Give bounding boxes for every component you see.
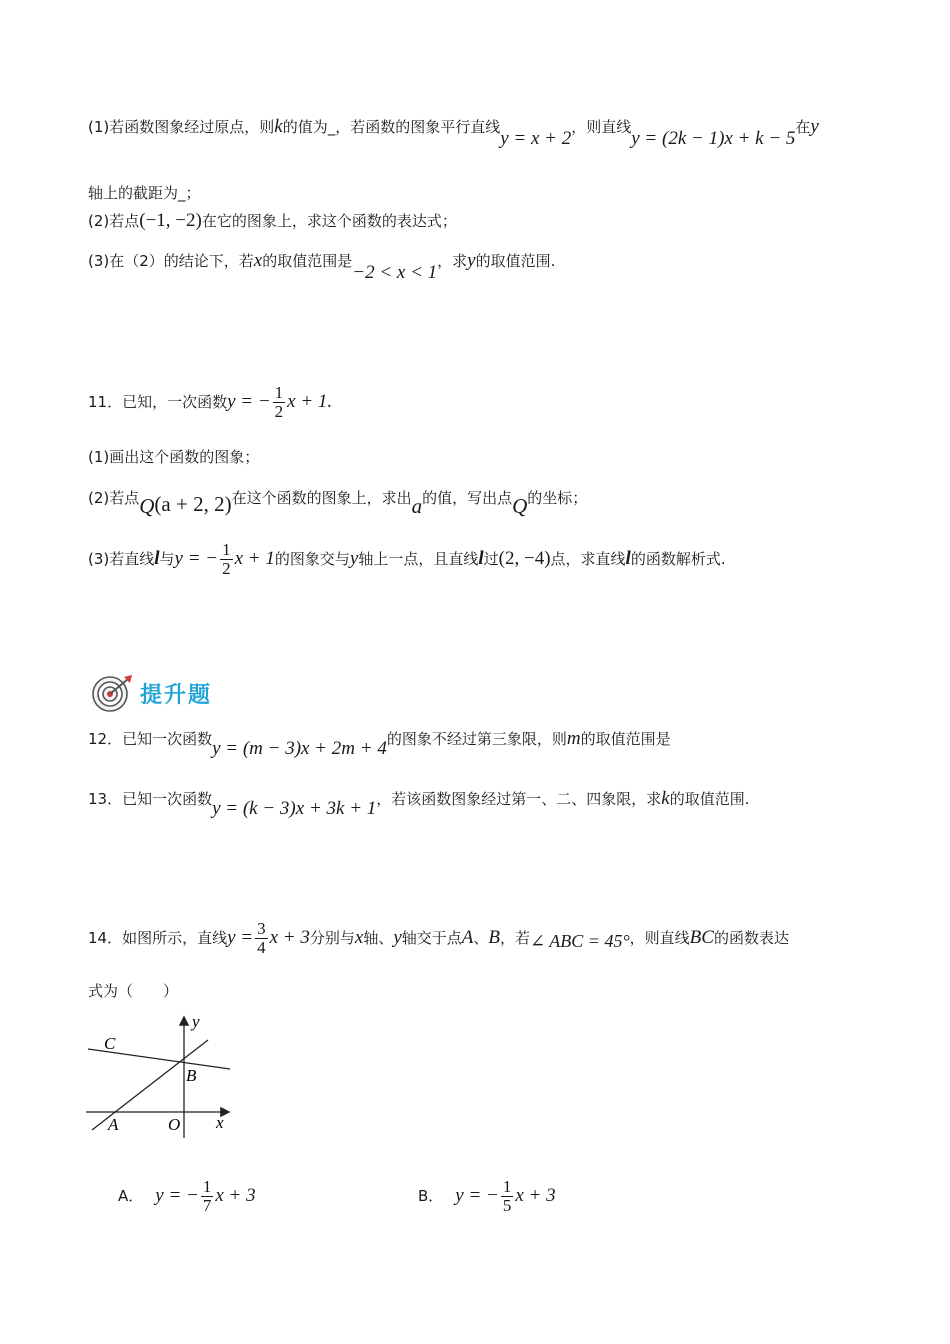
- q10-part1-line2: [88, 182, 201, 203]
- q10-p3-y: y: [467, 250, 476, 271]
- q14-eq-right: x + 3: [269, 927, 310, 948]
- q13: [88, 788, 750, 819]
- label-x: x: [216, 1113, 224, 1132]
- q11-p3-l-3: l: [625, 548, 631, 569]
- q10-p1-equation-2: y = (2k − 1)x + k − 5: [631, 128, 796, 149]
- q11-stem: [88, 384, 332, 421]
- q12-text-c: 的取值范围是: [580, 730, 671, 748]
- q14-text-g: 的函数表达: [713, 929, 789, 947]
- q11-p2-text-c: 的值，写出点: [422, 489, 513, 507]
- q11-p2-text-b: 在这个函数的图象上，求出: [231, 489, 412, 507]
- label-B: B: [186, 1066, 197, 1085]
- q11-p2-a: a: [411, 494, 423, 518]
- q11-eq-right: x + 1.: [287, 391, 333, 412]
- q14-text-e: ，若: [500, 929, 531, 947]
- q11-fraction: [273, 384, 286, 421]
- q10-p1-text-a: (1)若函数图象经过原点，则: [88, 118, 275, 136]
- q11-p3-text-c: 的图象交与: [274, 550, 350, 568]
- q10-p1-y: y: [810, 116, 819, 137]
- option-a-eq-right: x + 3: [215, 1185, 256, 1206]
- q14-B: B: [488, 927, 501, 948]
- q10-p1-equation-1: y = x + 2: [500, 128, 572, 149]
- q10-part3: [88, 250, 556, 283]
- q11-frac-num: 1: [274, 383, 284, 402]
- q11-p3-text-f: 点，求直线: [550, 550, 626, 568]
- label-O: O: [168, 1115, 181, 1134]
- option-b-eq-right: x + 3: [515, 1185, 556, 1206]
- q11-p3-text-e: 过: [483, 550, 499, 568]
- q14-text-c: 轴、: [363, 929, 394, 947]
- q11-p2-point: (a + 2, 2): [154, 492, 232, 516]
- q10-p3-text-c: ，求: [437, 252, 468, 270]
- q10-p2-point: (−1, −2): [139, 210, 202, 231]
- q12-text-a: 12．已知一次函数: [88, 730, 213, 748]
- label-A: A: [108, 1115, 119, 1134]
- q10-p1-k: k: [274, 116, 283, 137]
- section-heading: [90, 673, 212, 713]
- q14-A: A: [461, 927, 474, 948]
- q10-p3-text-a: (3)在（2）的结论下，若: [88, 252, 254, 270]
- q11-p3-text-a: (3)若直线: [88, 550, 155, 568]
- q10-p3-text-d: 的取值范围.: [475, 252, 556, 270]
- q10-p2-text-a: (2)若点: [88, 212, 140, 230]
- q12-equation: y = (m − 3)x + 2m + 4: [212, 738, 387, 759]
- q11-part1: [88, 446, 259, 467]
- q11-part3: [88, 541, 726, 578]
- q13-k: k: [661, 788, 670, 809]
- q14-frac-den: 4: [257, 938, 266, 957]
- q14-fraction: [255, 920, 268, 957]
- q14-x: x: [354, 927, 364, 948]
- q11-p3-frac-den: 2: [222, 559, 231, 578]
- q14-y: y: [393, 927, 402, 948]
- option-a-fraction: [201, 1178, 214, 1215]
- q11-p3-text-b: 与: [159, 550, 175, 568]
- q11-p3-y: y: [349, 548, 359, 569]
- q12-text-b: 的图象不经过第三象限，则: [386, 730, 567, 748]
- q14-sep: 、: [473, 929, 489, 947]
- q11-p2-text-d: 的坐标；: [527, 489, 588, 507]
- q11-p3-text-g: 的函数解析式.: [630, 550, 726, 568]
- q13-text-c: 的取值范围.: [669, 790, 750, 808]
- q11-p3-point: (2, −4): [498, 548, 551, 569]
- q14-stem: [88, 920, 789, 957]
- q10-p1-text-d: 在: [795, 118, 811, 136]
- q13-text-a: 13．已知一次函数: [88, 790, 213, 808]
- q10-p1-text-e: 轴上的截距为_；: [88, 184, 201, 202]
- q14-option-a[interactable]: [118, 1178, 256, 1215]
- q14-BC: BC: [689, 927, 714, 948]
- q12-m: m: [566, 728, 581, 749]
- q14-text-a: 14．如图所示，直线: [88, 929, 228, 947]
- q14-figure: [82, 1010, 252, 1140]
- q11-p2-text-a: (2)若点: [88, 489, 140, 507]
- q14-option-b[interactable]: [418, 1178, 556, 1215]
- q13-text-b: ，若该函数图象经过第一、二、四象限，求: [376, 790, 662, 808]
- q14-angle: ∠ ABC = 45°: [530, 931, 630, 951]
- q10-p1-text-c: ，则直线: [571, 118, 632, 136]
- q14-text-b: 分别与: [309, 929, 355, 947]
- q11-p2-Q-2: Q: [512, 494, 528, 518]
- q14-text-d: 轴交于点: [401, 929, 462, 947]
- q11-part2: [88, 484, 588, 518]
- q11-p2-Q: Q: [139, 494, 155, 518]
- q12: [88, 728, 671, 759]
- q10-p3-range: −2 < x < 1: [352, 262, 438, 283]
- q10-part2: [88, 210, 457, 232]
- label-C: C: [104, 1034, 116, 1053]
- option-a-num: 1: [202, 1177, 212, 1196]
- option-b-fraction: [501, 1178, 514, 1215]
- q11-p3-text-d: 轴上一点，且直线: [358, 550, 479, 568]
- q14-line2: [88, 980, 178, 1001]
- section-title: 提升题: [140, 681, 213, 708]
- option-b-den: 5: [502, 1196, 512, 1215]
- q10-p1-text-b: 的值为_，若函数的图象平行直线: [282, 118, 501, 136]
- q10-p2-text-b: 在它的图象上，求这个函数的表达式；: [201, 212, 457, 230]
- q11-p1-text: (1)画出这个函数的图象；: [88, 448, 260, 466]
- option-b-label: B．: [418, 1187, 444, 1205]
- q13-equation: y = (k − 3)x + 3k + 1: [212, 798, 377, 819]
- option-a-eq-left: y = −: [155, 1185, 199, 1206]
- q11-p3-l-2: l: [478, 548, 484, 569]
- q14-text-line2: 式为（ ）: [88, 982, 179, 1000]
- option-b-eq-left: y = −: [455, 1185, 499, 1206]
- q14-frac-num: 3: [257, 919, 266, 938]
- option-a-den: 7: [202, 1196, 212, 1215]
- q11-p3-eq-right: x + 1: [234, 548, 275, 569]
- q11-frac-den: 2: [274, 402, 284, 421]
- q11-p3-l: l: [154, 548, 160, 569]
- q10-part1-line1: [88, 116, 819, 149]
- q10-p3-text-b: 的取值范围是: [262, 252, 353, 270]
- target-icon: [90, 673, 136, 713]
- option-a-label: A．: [118, 1187, 144, 1205]
- label-y: y: [192, 1012, 200, 1031]
- q11-p3-fraction: [220, 541, 233, 578]
- q10-p3-x: x: [253, 250, 263, 271]
- q11-eq-left: y = −: [227, 391, 271, 412]
- q11-p3-frac-num: 1: [222, 540, 231, 559]
- q11-p3-eq-left: y = −: [174, 548, 219, 569]
- option-b-num: 1: [502, 1177, 512, 1196]
- q14-text-f: ，则直线: [629, 929, 690, 947]
- q14-eq-left: y =: [227, 927, 254, 948]
- q11-stem-text: 11．已知，一次函数: [88, 393, 228, 411]
